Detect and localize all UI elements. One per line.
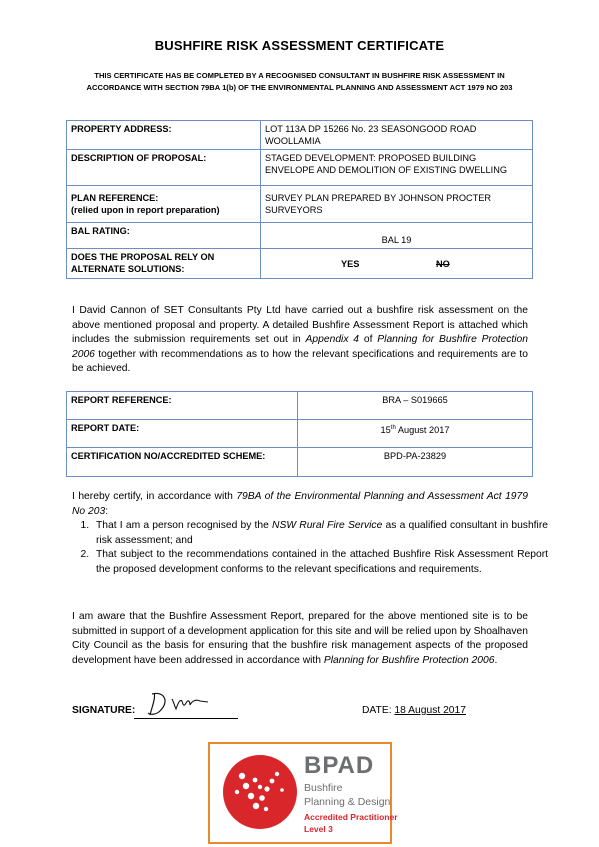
table-row bbox=[67, 420, 533, 448]
report-date-day: 15 bbox=[380, 425, 391, 436]
list-item bbox=[92, 548, 548, 577]
para-italic: Planning for Bushfire Protection 2006 bbox=[72, 334, 529, 360]
report-details-table bbox=[66, 391, 533, 477]
property-address-label: PROPERTY ADDRESS: bbox=[67, 121, 261, 150]
plan-reference-label-line1: PLAN REFERENCE: bbox=[71, 193, 159, 203]
table-row bbox=[67, 186, 533, 223]
para-text: of bbox=[359, 334, 378, 346]
bpad-accreditation-badge bbox=[208, 742, 398, 844]
report-date-value bbox=[298, 420, 533, 448]
property-details-table bbox=[66, 120, 533, 279]
alternate-solutions-value bbox=[261, 249, 533, 279]
list-text: as a qualified consultant in bushfire risk assessment; and bbox=[96, 520, 548, 546]
property-address-value: LOT 113A DP 15266 No. 23 SEASONGOOD ROAD WOOLLAMIA bbox=[261, 121, 533, 150]
plan-reference-label bbox=[67, 186, 261, 223]
table-row bbox=[67, 249, 533, 279]
alt-no-option: NO bbox=[435, 258, 450, 269]
certify-paragraph bbox=[72, 490, 528, 519]
certification-label: CERTIFICATION NO/ACCREDITED SCHEME: bbox=[67, 448, 298, 477]
plan-reference-value: SURVEY PLAN PREPARED BY JOHNSON PROCTER SURVEYORS bbox=[261, 186, 533, 223]
table-row bbox=[67, 223, 533, 249]
certificate-subtitle: THIS CERTIFICATE HAS BE COMPLETED BY A RECOGNISED CONSULTANT IN BUSHFIRE RISK ASSESSMENT IN ACCORDANCE WITH SECTION 79BA 1(b) OF THE ENVIRONMENTAL PLANNING AND ASSESSMENT ACT 1979 NO 203 bbox=[86, 71, 513, 92]
date-value: 18 August 2017 bbox=[394, 705, 466, 716]
proposal-label: DESCRIPTION OF PROPOSAL: bbox=[67, 150, 261, 186]
report-reference-label: REPORT REFERENCE: bbox=[67, 392, 298, 420]
signature-label: SIGNATURE: bbox=[72, 705, 136, 716]
handwritten-signature bbox=[142, 689, 222, 719]
para-italic: Planning for Bushfire Protection 2006 bbox=[323, 654, 495, 666]
alternate-solutions-label: DOES THE PROPOSAL RELY ON ALTERNATE SOLUTIONS: bbox=[67, 249, 261, 279]
para-italic: 79BA of the Environmental Planning and Assessment Act 1979 No 203 bbox=[72, 491, 528, 517]
table-row bbox=[67, 448, 533, 477]
awareness-paragraph bbox=[72, 610, 528, 668]
para-text: . bbox=[494, 654, 498, 666]
para-text: I am aware that the Bushfire Assessment Report, prepared for the above mentioned site is to be submitted in support of a development application for this site and will be relied upon by Shoalhaven City Council as the basis for ensuring that the bushfire risk management aspects of the proposed development have been addressed in accordance with bbox=[72, 611, 528, 666]
certification-list bbox=[72, 519, 548, 577]
para-italic: Appendix 4 bbox=[305, 334, 360, 346]
para-text: I David Cannon of SET Consultants Pty Ltd have carried out a bushfire risk assessment on the above mentioned proposal and property. A detailed Bushfire Assessment Report is attached which includes the submission requirements set out in bbox=[72, 305, 528, 346]
para-text: together with recommendations as to how the relevant specifications and requirements are to be achieved. bbox=[72, 348, 528, 375]
list-italic: NSW Rural Fire Service bbox=[272, 520, 383, 531]
table-row bbox=[67, 150, 533, 186]
list-item bbox=[92, 519, 548, 548]
para-text: I hereby certify, in accordance with bbox=[72, 491, 237, 502]
bpad-line3: Accredited Practitioner bbox=[304, 812, 398, 822]
alt-yes-option: YES bbox=[341, 258, 360, 269]
table-row bbox=[67, 121, 533, 150]
bpad-line1: Bushfire bbox=[304, 782, 343, 794]
list-text: That I am a person recognised by the bbox=[96, 520, 273, 531]
bpad-line4: Level 3 bbox=[304, 824, 333, 834]
report-date-label: REPORT DATE: bbox=[67, 420, 298, 448]
bal-rating-value: BAL 19 bbox=[261, 223, 533, 249]
bpad-line2: Planning & Design bbox=[304, 796, 391, 808]
certificate-title: BUSHFIRE RISK ASSESSMENT CERTIFICATE bbox=[154, 38, 445, 53]
bpad-logo-mark bbox=[222, 754, 298, 830]
plan-reference-label-line2: (relied upon in report preparation) bbox=[71, 205, 220, 215]
report-date-suffix: th bbox=[390, 425, 396, 431]
list-text: That subject to the recommendations contained in the attached Bushfire Risk Assessment Report the proposed development conforms to the relevant specifications and requirements. bbox=[96, 549, 548, 575]
bal-rating-label: BAL RATING: bbox=[67, 223, 261, 249]
report-reference-value: BRA – S019665 bbox=[298, 392, 533, 420]
bpad-acronym: BPAD bbox=[304, 752, 375, 779]
table-row bbox=[67, 392, 533, 420]
para-text: : bbox=[105, 505, 109, 517]
proposal-value: STAGED DEVELOPMENT: PROPOSED BUILDING ENVELOPE AND DEMOLITION OF EXISTING DWELLING bbox=[261, 150, 533, 186]
date-label: DATE: bbox=[362, 705, 395, 716]
certification-value: BPD-PA-23829 bbox=[298, 448, 533, 477]
report-date-rest: August 2017 bbox=[395, 425, 450, 436]
assessment-paragraph bbox=[72, 304, 528, 377]
signature-date bbox=[362, 705, 466, 716]
